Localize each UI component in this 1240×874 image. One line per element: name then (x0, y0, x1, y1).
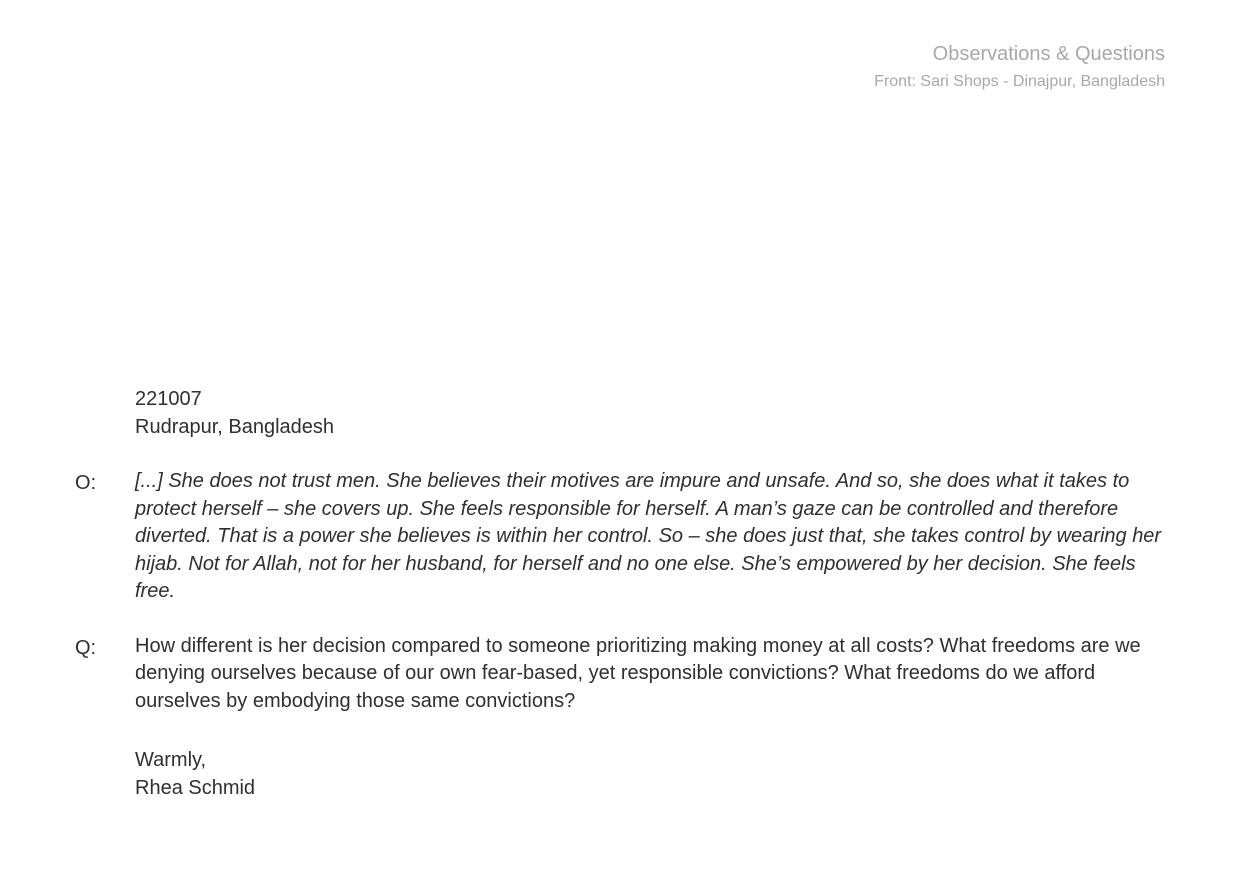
observation-text: [...] She does not trust men. She believes their motives are impure and unsafe. And so, she does what it takes to protect herself – she covers up. She feels responsible for herself. A man’s gaze can be controlled and therefore diverted. That is a power she believes is within her control. So – she does just that, she takes control by wearing her hijab. Not for Allah, not for her husband, for herself and no one else. She’s empowered by her decision. She feels free. (135, 470, 1162, 602)
header-subtitle: Front: Sari Shops - Dinajpur, Bangladesh (874, 73, 1165, 90)
entry-id: 221007 (135, 388, 202, 410)
entry-location: Rudrapur, Bangladesh (135, 415, 335, 438)
question-text: How different is her decision compared to someone prioritizing making money at all costs? What freedoms are we denying ourselves because of our own fear-based, yet responsible convictions? What freedoms do we afford ourselves by embodying those same convictions? (135, 634, 1141, 712)
page-header (874, 40, 1165, 96)
observation-label: O: (75, 472, 97, 494)
entry-content (75, 386, 1165, 802)
closing-line: Warmly, (135, 749, 207, 771)
signature: Rhea Schmid (135, 776, 256, 799)
header-title: Observations & Questions (932, 43, 1165, 65)
question-block (75, 633, 1165, 716)
observation-block (75, 468, 1165, 606)
question-label: Q: (75, 636, 97, 659)
